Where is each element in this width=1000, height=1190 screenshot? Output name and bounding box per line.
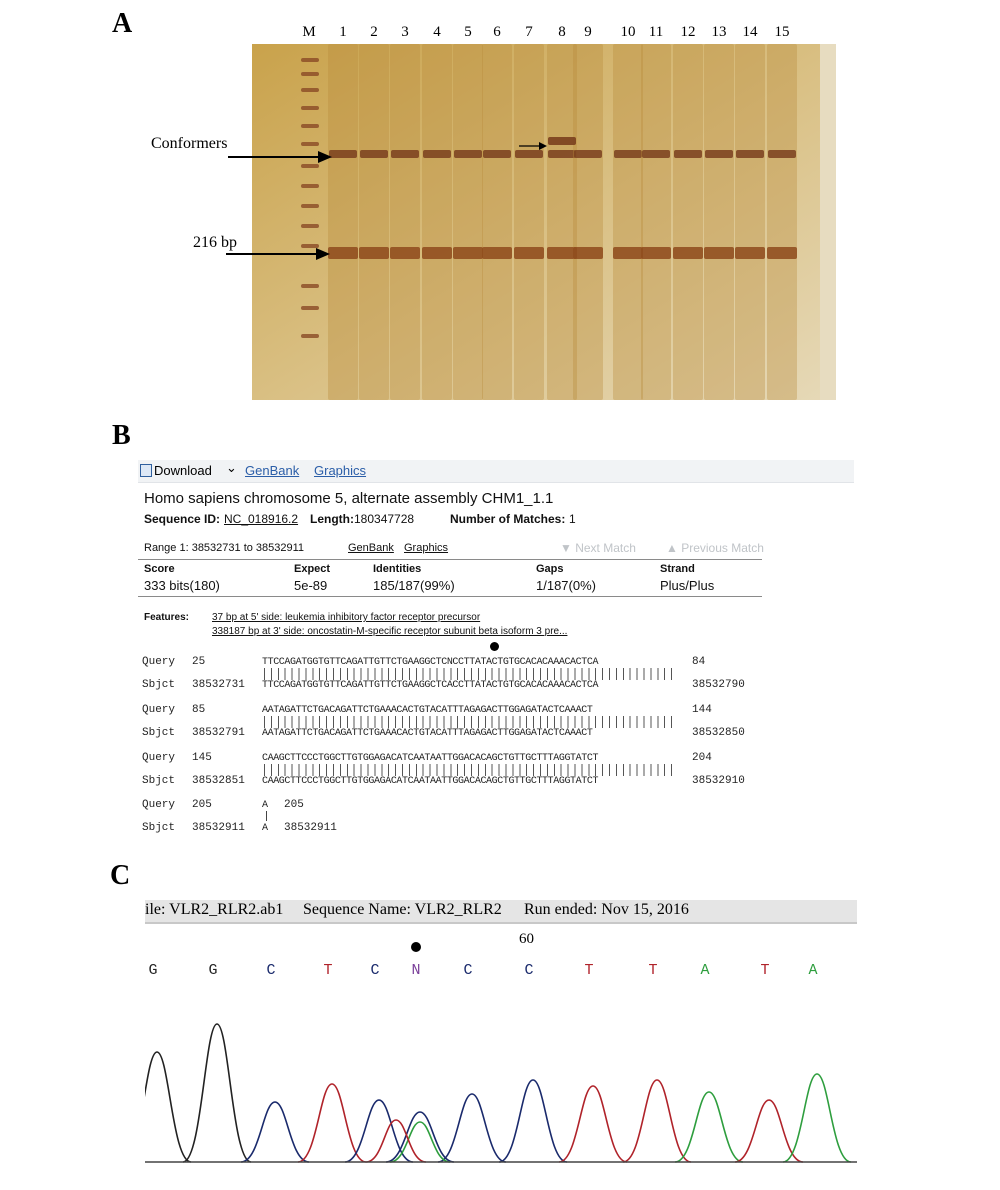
query-label-2: Query bbox=[142, 704, 176, 716]
sbjct-start-1: 38532731 bbox=[192, 679, 245, 691]
lane-label-5: 5 bbox=[464, 24, 472, 40]
peak-8 bbox=[499, 1080, 567, 1162]
query-start-1: 25 bbox=[192, 656, 206, 668]
sbjct-label-2: Sbjct bbox=[142, 727, 176, 739]
query-start-3: 145 bbox=[192, 752, 212, 764]
conformer-band bbox=[454, 150, 482, 158]
sbjct-label-1: Sbjct bbox=[142, 679, 176, 691]
chevron-down-icon[interactable]: ⌄ bbox=[226, 460, 237, 475]
sbjct-start-2: 38532791 bbox=[192, 727, 245, 739]
marker-band bbox=[301, 58, 319, 62]
conformer-band bbox=[548, 150, 576, 158]
marker-band bbox=[301, 204, 319, 208]
marker-band bbox=[301, 224, 319, 228]
length-label: Length: bbox=[310, 512, 354, 526]
marker-band bbox=[301, 72, 319, 76]
sbjct-end-3: 38532910 bbox=[692, 775, 745, 787]
base-call-11: A bbox=[700, 962, 710, 979]
download-button[interactable]: Download bbox=[154, 463, 212, 478]
chromatogram bbox=[145, 900, 857, 1168]
bp-band bbox=[422, 247, 452, 259]
bp-band bbox=[453, 247, 483, 259]
sequence-id-label: Sequence ID: bbox=[144, 512, 221, 526]
mismatch-marker-dot bbox=[490, 642, 499, 651]
query-seq-2: AATAGATTCTGACAGATTCTGAAACACTGTACATTTAGAGACTTGGAGATACTCAAACT bbox=[262, 705, 593, 716]
bp-band bbox=[390, 247, 420, 259]
query-end-2: 144 bbox=[692, 704, 712, 716]
bp-216-label: 216 bp bbox=[193, 234, 237, 251]
query-seq-3: CAAGCTTCCCTGGCTTGTGGAGACATCAATAATTGGACACAGCTGTTGCTTTAGGTATCT bbox=[262, 753, 599, 764]
genbank-link[interactable]: GenBank bbox=[245, 463, 300, 478]
lane-label-4: 4 bbox=[433, 24, 441, 40]
lane-1 bbox=[328, 44, 358, 400]
conformer-band bbox=[391, 150, 419, 158]
marker-band bbox=[301, 334, 319, 338]
range-label: Range 1: 38532731 to 38532911 bbox=[144, 542, 305, 554]
bp-band bbox=[547, 247, 577, 259]
peak-13 bbox=[783, 1074, 851, 1162]
lane-label-14: 14 bbox=[742, 24, 758, 40]
marker-band bbox=[301, 164, 319, 168]
lane-13 bbox=[704, 44, 734, 400]
marker-band bbox=[301, 124, 319, 128]
lane-label-3: 3 bbox=[401, 24, 409, 40]
query-end-4: 205 bbox=[284, 799, 304, 811]
base-call-9: T bbox=[584, 962, 594, 979]
lane-9 bbox=[573, 44, 603, 400]
features-label: Features: bbox=[144, 612, 190, 623]
sbjct-seq-1: TTCCAGATGGTGTTCAGATTGTTCTGAAGGCTCACCTTATACTGTGCACACAAACACTCA bbox=[262, 680, 599, 691]
lane-label-6: 6 bbox=[493, 24, 501, 40]
lane-10 bbox=[613, 44, 643, 400]
base-call-10: T bbox=[648, 962, 658, 979]
bp-band bbox=[735, 247, 765, 259]
lane-7 bbox=[514, 44, 544, 400]
conformer-band bbox=[360, 150, 388, 158]
conformer-band bbox=[768, 150, 796, 158]
expect-header: Expect bbox=[294, 563, 331, 575]
lane-label-11: 11 bbox=[648, 24, 664, 40]
base-call-7: C bbox=[463, 962, 473, 979]
sbjct-label-3: Sbjct bbox=[142, 775, 176, 787]
lane-label-1: 1 bbox=[339, 24, 347, 40]
feature-5-prime-link[interactable]: 37 bp at 5' side: leukemia inhibitory factor receptor precursor bbox=[212, 612, 481, 623]
download-icon[interactable] bbox=[140, 464, 152, 477]
marker-band bbox=[301, 88, 319, 92]
peak-n-secondary bbox=[390, 1122, 450, 1162]
sequence-name: Sequence Name: VLR2_RLR2 bbox=[303, 901, 502, 918]
lane-12 bbox=[673, 44, 703, 400]
next-match-button[interactable]: ▼ Next Match bbox=[560, 541, 636, 555]
query-start-2: 85 bbox=[192, 704, 206, 716]
marker-band bbox=[301, 284, 319, 288]
identities-header: Identities bbox=[373, 563, 422, 575]
bp-band bbox=[673, 247, 703, 259]
sbjct-seq-4: A bbox=[262, 823, 268, 834]
panel-c-letter: C bbox=[110, 860, 131, 891]
sbjct-end-1: 38532790 bbox=[692, 679, 745, 691]
trace-peaks bbox=[145, 900, 857, 1168]
marker-band bbox=[301, 306, 319, 310]
bp-band bbox=[641, 247, 671, 259]
conformer-band bbox=[483, 150, 511, 158]
gaps-header: Gaps bbox=[536, 563, 564, 575]
panel-a-letter: A bbox=[112, 8, 133, 39]
sbjct-end-2: 38532850 bbox=[692, 727, 745, 739]
sbjct-start-4: 38532911 bbox=[192, 822, 245, 834]
marker-band bbox=[301, 244, 319, 248]
query-seq-1: TTCCAGATGGTGTTCAGATTGTTCTGAAGGCTCNCCTTATACTGTGCACACAAACACTCA bbox=[262, 657, 599, 668]
lane8-extra-band bbox=[548, 137, 576, 145]
peak-7 bbox=[438, 1094, 506, 1162]
lane-label-marker: M bbox=[302, 24, 316, 40]
base-call-13: A bbox=[808, 962, 818, 979]
position-number: 60 bbox=[519, 931, 534, 947]
matches-label: Number of Matches: bbox=[450, 512, 566, 526]
base-call-8: C bbox=[524, 962, 534, 979]
identities-value: 185/187(99%) bbox=[373, 578, 455, 593]
base-call-6: N bbox=[411, 962, 421, 979]
sequence-title: Homo sapiens chromosome 5, alternate assembly CHM1_1.1 bbox=[144, 490, 554, 507]
file-name: ile: VLR2_RLR2.ab1 bbox=[145, 901, 284, 918]
sequence-id-link[interactable]: NC_018916.2 bbox=[224, 512, 299, 526]
peak-1 bbox=[145, 1052, 191, 1162]
previous-match-button[interactable]: ▲ Previous Match bbox=[666, 541, 764, 555]
lane-label-7: 7 bbox=[525, 24, 533, 40]
sbjct-seq-2: AATAGATTCTGACAGATTCTGAAACACTGTACATTTAGAGACTTGGAGATACTCAAACT bbox=[262, 728, 593, 739]
run-ended: Run ended: Nov 15, 2016 bbox=[524, 901, 689, 918]
conformer-band bbox=[614, 150, 642, 158]
lane-label-8: 8 bbox=[558, 24, 566, 40]
expect-value: 5e-89 bbox=[294, 578, 328, 593]
bp-band bbox=[767, 247, 797, 259]
query-end-3: 204 bbox=[692, 752, 712, 764]
score-header: Score bbox=[144, 563, 175, 575]
query-label-4: Query bbox=[142, 799, 176, 811]
marker-band bbox=[301, 106, 319, 110]
conformer-band bbox=[705, 150, 733, 158]
match-bars-1 bbox=[264, 668, 676, 680]
marker-band bbox=[301, 184, 319, 188]
lane-label-10: 10 bbox=[620, 24, 636, 40]
lane-8 bbox=[547, 44, 577, 400]
stats-bottom-divider bbox=[138, 596, 762, 597]
marker-band bbox=[301, 142, 319, 146]
peak-4 bbox=[298, 1084, 366, 1162]
conformer-band bbox=[515, 150, 543, 158]
base-call-3: C bbox=[266, 962, 276, 979]
lane-11 bbox=[641, 44, 671, 400]
matches-value: 1 bbox=[569, 512, 576, 526]
base-call-12: T bbox=[760, 962, 770, 979]
lane-label-12: 12 bbox=[680, 24, 696, 40]
base-call-1: G bbox=[148, 962, 158, 979]
bp-band bbox=[514, 247, 544, 259]
lane-2 bbox=[359, 44, 389, 400]
match-bars-2 bbox=[264, 716, 676, 728]
graphics-link[interactable]: Graphics bbox=[314, 463, 367, 478]
lane-label-13: 13 bbox=[711, 24, 727, 40]
conformer-band bbox=[674, 150, 702, 158]
gaps-value: 1/187(0%) bbox=[536, 578, 596, 593]
feature-3-prime-link[interactable]: 338187 bp at 3' side: oncostatin-M-specific receptor subunit beta isoform 3 pre... bbox=[212, 626, 568, 637]
length-value: 180347728 bbox=[354, 512, 415, 526]
match-bars-3 bbox=[264, 764, 676, 776]
query-label-1: Query bbox=[142, 656, 176, 668]
blast-toolbar bbox=[138, 460, 854, 483]
lane-label-9: 9 bbox=[584, 24, 592, 40]
base-call-2: G bbox=[208, 962, 218, 979]
bp-band bbox=[573, 247, 603, 259]
panel-b-letter: B bbox=[112, 420, 131, 451]
conformer-band bbox=[642, 150, 670, 158]
lane-5 bbox=[453, 44, 483, 400]
peak-2 bbox=[183, 1024, 251, 1162]
range-genbank-link[interactable]: GenBank bbox=[348, 542, 394, 554]
peak-3 bbox=[241, 1102, 309, 1162]
match-bar-4 bbox=[266, 811, 267, 821]
lane-6 bbox=[482, 44, 512, 400]
conformer-band bbox=[574, 150, 602, 158]
score-value: 333 bits(180) bbox=[144, 578, 220, 593]
stats-top-divider bbox=[138, 559, 762, 560]
sbjct-label-4: Sbjct bbox=[142, 822, 176, 834]
bp-band bbox=[704, 247, 734, 259]
conformer-band bbox=[329, 150, 357, 158]
sbjct-seq-3: CAAGCTTCCCTGGCTTGTGGAGACATCAATAATTGGACACAGCTGTTGCTTTAGGTATCT bbox=[262, 776, 599, 787]
query-start-4: 205 bbox=[192, 799, 212, 811]
sbjct-end-4: 38532911 bbox=[284, 822, 337, 834]
query-label-3: Query bbox=[142, 752, 176, 764]
conformer-band bbox=[736, 150, 764, 158]
lane-14 bbox=[735, 44, 765, 400]
bp-band bbox=[613, 247, 643, 259]
strand-value: Plus/Plus bbox=[660, 578, 715, 593]
gel-image bbox=[252, 44, 836, 400]
lane-label-2: 2 bbox=[370, 24, 378, 40]
sbjct-start-3: 38532851 bbox=[192, 775, 245, 787]
query-seq-4: A bbox=[262, 800, 268, 811]
lane-4 bbox=[422, 44, 452, 400]
lane-label-15: 15 bbox=[774, 24, 790, 40]
peak-9 bbox=[559, 1086, 627, 1162]
query-end-1: 84 bbox=[692, 656, 706, 668]
lane-3 bbox=[390, 44, 420, 400]
peak-11 bbox=[675, 1092, 743, 1162]
blast-result bbox=[138, 460, 854, 842]
base-call-5: C bbox=[370, 962, 380, 979]
bp-band bbox=[359, 247, 389, 259]
base-call-4: T bbox=[323, 962, 333, 979]
range-graphics-link[interactable]: Graphics bbox=[404, 542, 449, 554]
bp-band bbox=[328, 247, 358, 259]
bp-band bbox=[482, 247, 512, 259]
conformer-band bbox=[423, 150, 451, 158]
peak-10 bbox=[623, 1080, 691, 1162]
strand-header: Strand bbox=[660, 563, 695, 575]
lane-15 bbox=[767, 44, 797, 400]
conformers-label: Conformers bbox=[151, 135, 228, 152]
